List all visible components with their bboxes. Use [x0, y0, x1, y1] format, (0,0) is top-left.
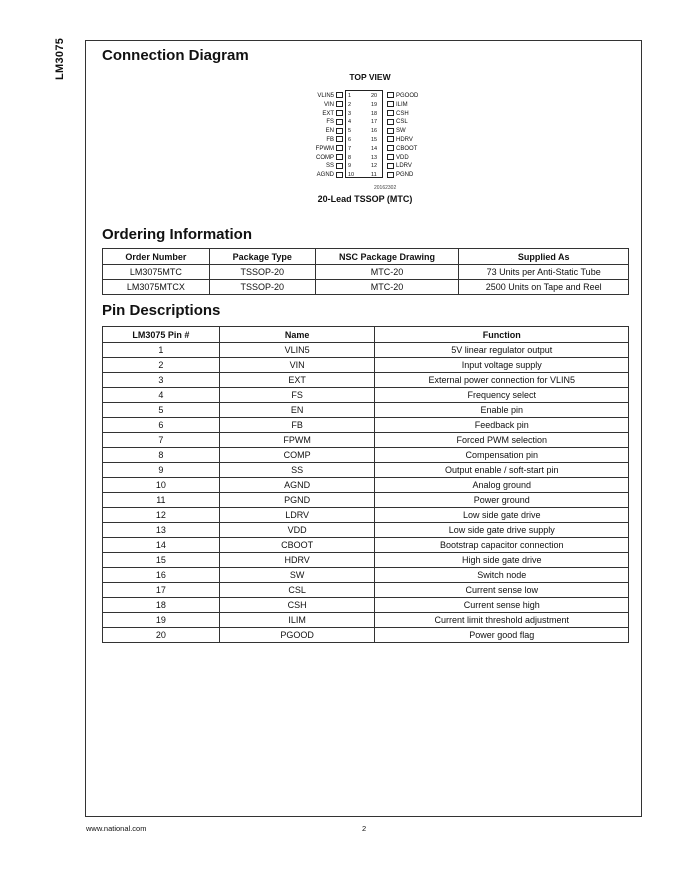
- table-cell: MTC-20: [315, 280, 459, 295]
- pin-name: FB: [326, 137, 334, 143]
- pin-number: 14: [371, 145, 378, 152]
- pin-name: EN: [325, 128, 334, 135]
- table-row: [103, 433, 629, 448]
- top-view-label: TOP VIEW: [349, 72, 391, 82]
- pin-number: 1: [348, 93, 352, 99]
- pin-name: ILIM: [396, 101, 408, 108]
- table-cell: Switch node: [375, 568, 629, 583]
- pin-label: [385, 110, 409, 119]
- table-cell: 14: [103, 538, 220, 553]
- table-row: [103, 373, 629, 388]
- table-cell: Forced PWM selection: [375, 433, 629, 448]
- connection-diagram: [300, 70, 440, 210]
- pin-label: [322, 110, 345, 119]
- pin-label: [326, 162, 345, 171]
- table-row: [103, 598, 629, 613]
- pin-number: 19: [371, 101, 378, 108]
- table-row: [103, 448, 629, 463]
- pin-name: PGOOD: [396, 93, 419, 99]
- pin-number: 20: [371, 93, 378, 99]
- pin-label: [385, 101, 408, 110]
- pin-body: [103, 343, 629, 643]
- table-cell: Input voltage supply: [375, 358, 629, 373]
- ordering-table: [102, 248, 629, 295]
- table-cell: Bootstrap capacitor connection: [375, 538, 629, 553]
- footer-page-number: 2: [362, 824, 367, 833]
- pin-lead: [336, 101, 343, 107]
- pin-label: [385, 136, 413, 145]
- pin-label: [326, 127, 345, 136]
- table-row: [103, 463, 629, 478]
- pin-number: 5: [348, 128, 352, 135]
- pin-label: [317, 171, 345, 180]
- table-cell: COMP: [219, 448, 375, 463]
- table-row: [103, 478, 629, 493]
- table-row: [103, 628, 629, 643]
- figure-id: 20162302: [374, 185, 397, 191]
- table-cell: ILIM: [219, 613, 375, 628]
- table-cell: PGND: [219, 493, 375, 508]
- ordering-header-row: [103, 249, 629, 265]
- pin-name: VDD: [396, 154, 409, 161]
- table-cell: SS: [219, 463, 375, 478]
- ordering-information-heading: Ordering Information: [102, 226, 252, 243]
- pin-lead: [387, 101, 394, 107]
- table-cell: SW: [219, 568, 375, 583]
- table-cell: 17: [103, 583, 220, 598]
- table-row: [103, 613, 629, 628]
- pin-descriptions-heading: Pin Descriptions: [102, 302, 221, 319]
- pin-name: COMP: [316, 154, 334, 161]
- pin-label: [316, 154, 345, 163]
- column-header: Name: [219, 327, 375, 343]
- pin-lead: [336, 128, 343, 134]
- table-cell: Current sense low: [375, 583, 629, 598]
- pin-lead: [336, 163, 343, 169]
- pin-number: 18: [371, 110, 378, 117]
- table-cell: 18: [103, 598, 220, 613]
- table-row: [103, 538, 629, 553]
- pin-name: CSL: [396, 119, 408, 126]
- table-cell: CSH: [219, 598, 375, 613]
- column-header: Order Number: [103, 249, 210, 265]
- pin-name: EXT: [322, 110, 334, 117]
- pin-label: [326, 136, 345, 145]
- pin-name: FPWM: [315, 145, 334, 152]
- pin-lead: [336, 172, 343, 178]
- table-row: [103, 568, 629, 583]
- table-cell: 19: [103, 613, 220, 628]
- pin-number: 2: [348, 101, 352, 108]
- table-cell: 5V linear regulator output: [375, 343, 629, 358]
- table-cell: 11: [103, 493, 220, 508]
- column-header: NSC Package Drawing: [315, 249, 459, 265]
- table-cell: Feedback pin: [375, 418, 629, 433]
- pin-label: [385, 145, 417, 154]
- footer-url: www.national.com: [86, 824, 147, 833]
- table-cell: LDRV: [219, 508, 375, 523]
- pin-lead: [336, 154, 343, 160]
- table-cell: 10: [103, 478, 220, 493]
- pin-number: 3: [348, 110, 352, 117]
- table-cell: 8: [103, 448, 220, 463]
- pin-name: SW: [396, 128, 406, 135]
- pin-label: [385, 154, 409, 163]
- pin-number: 16: [371, 128, 378, 135]
- table-cell: VDD: [219, 523, 375, 538]
- pin-number: 11: [371, 172, 377, 179]
- table-cell: Current limit threshold adjustment: [375, 613, 629, 628]
- table-row: [103, 358, 629, 373]
- pin-number: 9: [348, 163, 352, 170]
- table-row: [103, 583, 629, 598]
- table-row: [103, 523, 629, 538]
- pin-number: 10: [348, 172, 355, 179]
- table-cell: Low side gate drive: [375, 508, 629, 523]
- table-cell: 2: [103, 358, 220, 373]
- table-cell: 20: [103, 628, 220, 643]
- table-cell: 3: [103, 373, 220, 388]
- pin-lead: [387, 145, 394, 151]
- pin-name: VIN: [323, 101, 334, 108]
- column-header: LM3075 Pin #: [103, 327, 220, 343]
- table-cell: 16: [103, 568, 220, 583]
- table-cell: MTC-20: [315, 265, 459, 280]
- pin-label: [326, 118, 345, 127]
- table-row: [103, 553, 629, 568]
- table-row: [103, 508, 629, 523]
- pin-number: 15: [371, 137, 378, 143]
- table-row: [103, 280, 629, 295]
- table-row: [103, 493, 629, 508]
- pin-lead: [387, 119, 394, 125]
- table-cell: CSL: [219, 583, 375, 598]
- table-cell: External power connection for VLIN5: [375, 373, 629, 388]
- pin-number: 17: [371, 119, 378, 126]
- pin-name: HDRV: [396, 137, 413, 143]
- table-cell: 73 Units per Anti-Static Tube: [459, 265, 629, 280]
- pin-name: CSH: [396, 110, 409, 117]
- table-cell: 6: [103, 418, 220, 433]
- connection-diagram-heading: Connection Diagram: [102, 47, 249, 64]
- table-cell: 1: [103, 343, 220, 358]
- pin-lead: [336, 119, 343, 125]
- pin-name: FS: [326, 119, 334, 126]
- table-cell: HDRV: [219, 553, 375, 568]
- pin-lead: [336, 110, 343, 116]
- table-cell: Frequency select: [375, 388, 629, 403]
- table-cell: Analog ground: [375, 478, 629, 493]
- table-cell: 12: [103, 508, 220, 523]
- pin-number: 4: [348, 119, 352, 126]
- table-cell: LM3075MTC: [103, 265, 210, 280]
- pin-label: [385, 171, 413, 180]
- pin-label: [385, 162, 412, 171]
- table-cell: LM3075MTCX: [103, 280, 210, 295]
- table-cell: FB: [219, 418, 375, 433]
- table-cell: Power ground: [375, 493, 629, 508]
- table-cell: Compensation pin: [375, 448, 629, 463]
- table-cell: 5: [103, 403, 220, 418]
- table-cell: 7: [103, 433, 220, 448]
- table-cell: 15: [103, 553, 220, 568]
- table-cell: Low side gate drive supply: [375, 523, 629, 538]
- table-cell: Output enable / soft-start pin: [375, 463, 629, 478]
- pin-number: 8: [348, 154, 352, 161]
- table-cell: AGND: [219, 478, 375, 493]
- table-cell: VLIN5: [219, 343, 375, 358]
- pin-lead: [387, 110, 394, 116]
- table-cell: 9: [103, 463, 220, 478]
- pin-lead: [387, 163, 394, 169]
- pin-name: SS: [325, 163, 334, 170]
- table-cell: 4: [103, 388, 220, 403]
- pin-lead: [387, 128, 394, 134]
- table-row: [103, 403, 629, 418]
- table-cell: High side gate drive: [375, 553, 629, 568]
- table-cell: TSSOP-20: [209, 265, 315, 280]
- table-cell: Enable pin: [375, 403, 629, 418]
- column-header: Supplied As: [459, 249, 629, 265]
- pin-number: 7: [348, 145, 352, 152]
- pin-name: AGND: [316, 172, 334, 179]
- pin-label: [316, 145, 345, 154]
- table-row: [103, 388, 629, 403]
- table-cell: Current sense high: [375, 598, 629, 613]
- table-cell: Power good flag: [375, 628, 629, 643]
- pin-lead: [336, 136, 343, 142]
- pin-lead: [336, 92, 343, 98]
- pin-label: [385, 127, 406, 136]
- table-cell: VIN: [219, 358, 375, 373]
- pin-label: [385, 92, 418, 101]
- table-cell: FS: [219, 388, 375, 403]
- pin-number: 6: [348, 137, 352, 143]
- column-header: Function: [375, 327, 629, 343]
- pin-number: 13: [371, 154, 378, 161]
- part-number-side-label: LM3075: [54, 37, 66, 80]
- pin-header-row: [103, 327, 629, 343]
- pin-name: VLIN5: [317, 93, 334, 99]
- pin-name: LDRV: [396, 163, 412, 170]
- pin-lead: [387, 154, 394, 160]
- pin-label: [317, 92, 345, 101]
- pin-number: 12: [371, 163, 378, 170]
- pin-lead: [387, 172, 394, 178]
- pin-lead: [387, 136, 394, 142]
- table-cell: PGOOD: [219, 628, 375, 643]
- package-caption: 20-Lead TSSOP (MTC): [317, 194, 413, 204]
- table-cell: 13: [103, 523, 220, 538]
- table-row: [103, 265, 629, 280]
- pin-lead: [336, 145, 343, 151]
- pin-name: PGND: [396, 172, 414, 179]
- table-cell: FPWM: [219, 433, 375, 448]
- table-row: [103, 343, 629, 358]
- column-header: Package Type: [209, 249, 315, 265]
- pin-label: [385, 118, 408, 127]
- pin-name: CBOOT: [396, 145, 418, 152]
- pin-label: [324, 101, 345, 110]
- table-cell: TSSOP-20: [209, 280, 315, 295]
- pin-descriptions-table: [102, 326, 629, 643]
- table-row: [103, 418, 629, 433]
- ordering-body: [103, 265, 629, 295]
- table-cell: 2500 Units on Tape and Reel: [459, 280, 629, 295]
- table-cell: CBOOT: [219, 538, 375, 553]
- pin-lead: [387, 92, 394, 98]
- table-cell: EXT: [219, 373, 375, 388]
- table-cell: EN: [219, 403, 375, 418]
